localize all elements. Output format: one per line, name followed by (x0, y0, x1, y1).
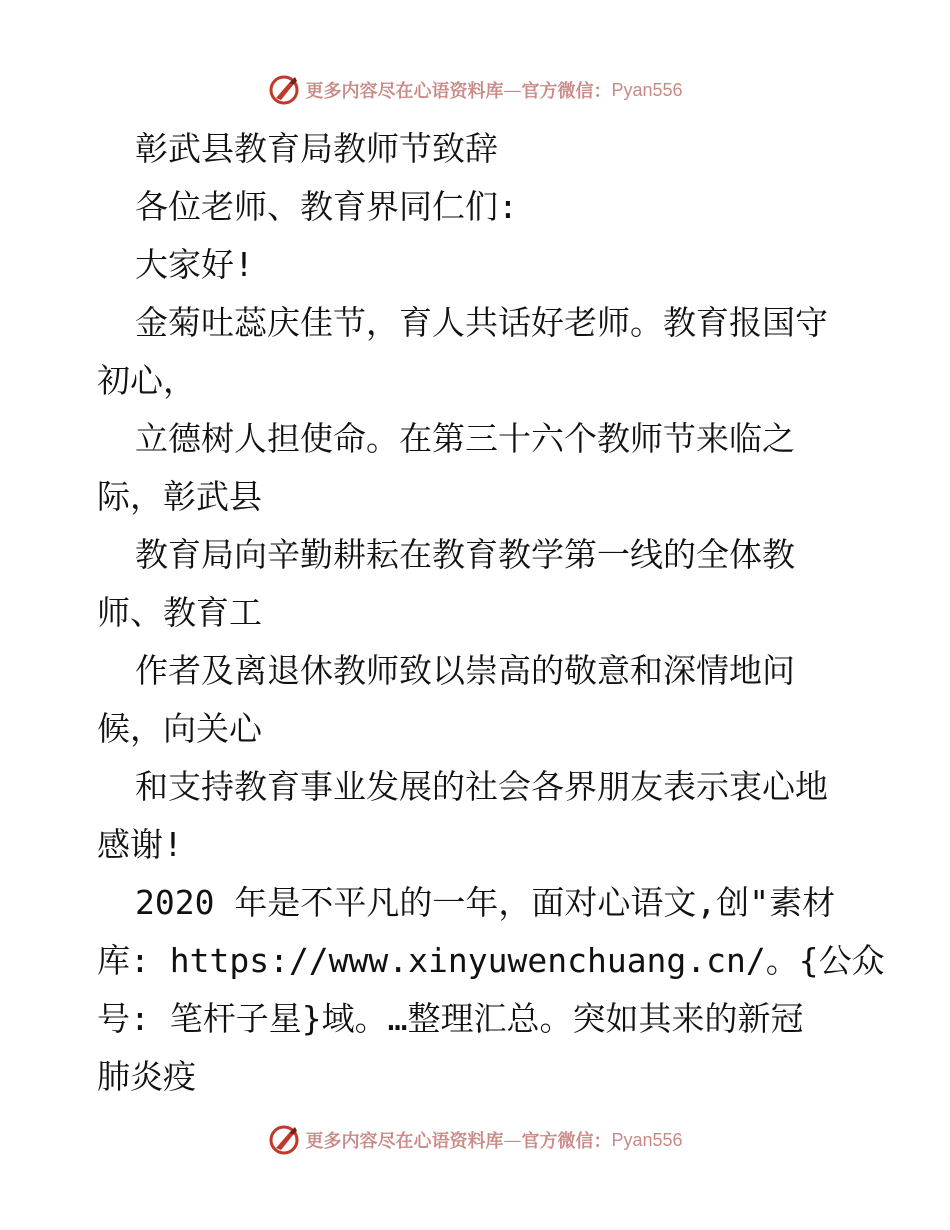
pen-nib-logo-icon (267, 73, 301, 107)
banner-separator: — (503, 79, 522, 101)
pen-nib-logo-icon (267, 1123, 301, 1157)
banner-brand-text: 更多内容尽在心语资料库 (305, 1131, 504, 1152)
paragraph-line: 金菊吐蕊庆佳节，育人共话好老师。教育报国守 (135, 303, 828, 342)
paragraph-line: 际，彰武县 (97, 477, 262, 516)
header-banner (0, 70, 950, 110)
paragraph-line: 师、教育工 (97, 593, 262, 632)
paragraph-line: 号: 笔杆子星}域。…整理汇总。突如其来的新冠 (97, 999, 804, 1038)
salutation-line: 各位老师、教育界同仁们: (135, 187, 518, 226)
paragraph-line: 立德树人担使命。在第三十六个教师节来临之 (135, 419, 795, 458)
banner-wechat-id: Pyan556 (611, 79, 683, 100)
banner-brand-text: 更多内容尽在心语资料库 (305, 81, 504, 102)
banner-wechat-label: 官方微信： (521, 81, 612, 102)
paragraph-line: 感谢! (97, 825, 183, 864)
paragraph-line: 初心， (97, 361, 196, 400)
paragraph-line: 作者及离退休教师致以崇高的敬意和深情地问 (135, 651, 795, 690)
banner-separator: — (503, 1129, 522, 1151)
banner-wechat-label: 官方微信： (521, 1131, 612, 1152)
document-body (97, 120, 885, 1106)
greeting-line: 大家好! (135, 245, 254, 284)
paragraph-line: 和支持教育事业发展的社会各界朋友表示衷心地 (135, 767, 828, 806)
banner-wechat-id: Pyan556 (611, 1129, 683, 1150)
paragraph-line: 候，向关心 (97, 709, 262, 748)
paragraph-line: 教育局向辛勤耕耘在教育教学第一线的全体教 (135, 535, 795, 574)
document-title: 彰武县教育局教师节致辞 (135, 129, 498, 168)
paragraph-line: 库: https://www.xinyuwenchuang.cn/。{公众 (97, 941, 885, 980)
footer-banner (0, 1120, 950, 1160)
paragraph-line: 肺炎疫 (97, 1057, 196, 1096)
paragraph-line: 2020 年是不平凡的一年，面对心语文,创"素材 (135, 883, 836, 922)
